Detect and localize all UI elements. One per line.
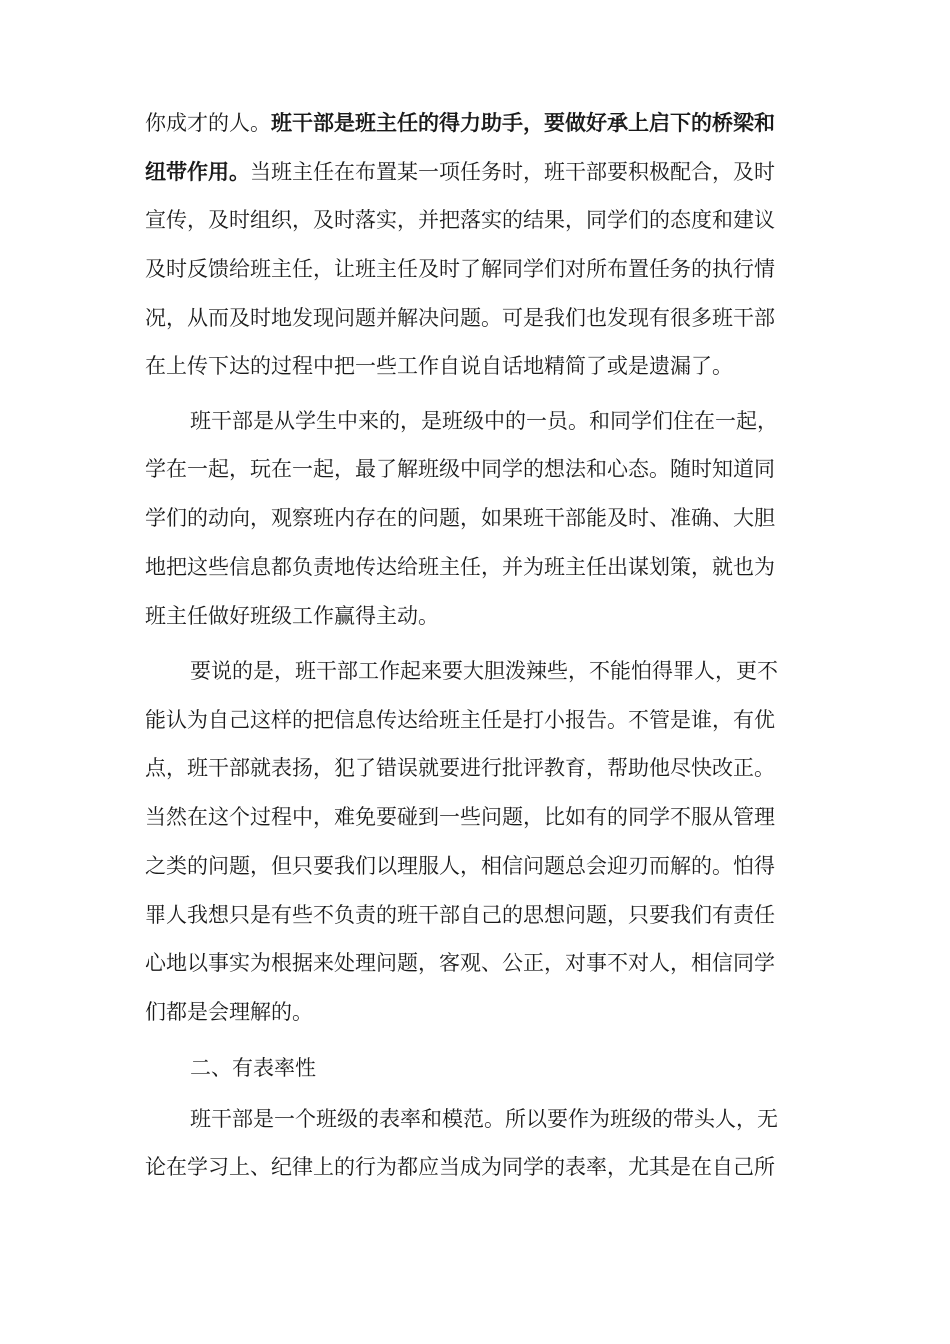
text-line-4: 及时反馈给班主任，让班主任及时了解同学们对所布置任务的执行情 [145,257,775,281]
text-line-15: 当然在这个过程中，难免要碰到一些问题，比如有的同学不服从管理 [145,805,775,829]
bold-text-segment: 纽带作用。 [145,159,250,184]
text-line-2 [145,155,825,189]
text-line-1 [145,106,825,140]
text-line-13: 能认为自己这样的把信息传达给班主任是打小报告。不管是谁，有优 [145,708,775,732]
text-line-21: 班干部是一个班级的表率和模范。所以要作为班级的带头人，无 [190,1107,778,1131]
text-line-5: 况，从而及时地发现问题并解决问题。可是我们也发现有很多班干部 [145,306,775,330]
text-line-3: 宣传，及时组织，及时落实，并把落实的结果，同学们的态度和建议 [145,208,775,232]
section-heading: 二、有表率性 [190,1056,316,1080]
text-line-11: 班主任做好班级工作赢得主动。 [145,604,439,628]
text-line-19: 们都是会理解的。 [145,1000,313,1024]
text-line-6: 在上传下达的过程中把一些工作自说自话地精简了或是遗漏了。 [145,354,733,378]
text-line-9: 学们的动向，观察班内存在的问题，如果班干部能及时、准确、大胆 [145,506,775,530]
text-line-7: 班干部是从学生中来的，是班级中的一员。和同学们住在一起， [190,409,778,433]
text-segment: 当班主任在布置某一项任务时，班干部要积极配合，及时 [250,160,775,184]
text-line-22: 论在学习上、纪律上的行为都应当成为同学的表率，尤其是在自己所 [145,1155,775,1179]
text-line-8: 学在一起，玩在一起，最了解班级中同学的想法和心态。随时知道同 [145,457,775,481]
text-line-12: 要说的是，班干部工作起来要大胆泼辣些，不能怕得罪人，更不 [190,659,778,683]
text-line-10: 地把这些信息都负责地传达给班主任，并为班主任出谋划策，就也为 [145,555,775,579]
text-line-18: 心地以事实为根据来处理问题，客观、公正，对事不对人，相信同学 [145,951,775,975]
text-line-14: 点，班干部就表扬，犯了错误就要进行批评教育，帮助他尽快改正。 [145,756,775,780]
text-line-17: 罪人我想只是有些不负责的班干部自己的思想问题，只要我们有责任 [145,903,775,927]
text-line-16: 之类的问题，但只要我们以理服人，相信问题总会迎刃而解的。怕得 [145,854,775,878]
text-segment: 你成才的人。 [145,111,271,135]
bold-text-segment: 班干部是班主任的得力助手，要做好承上启下的桥梁和 [271,110,775,135]
